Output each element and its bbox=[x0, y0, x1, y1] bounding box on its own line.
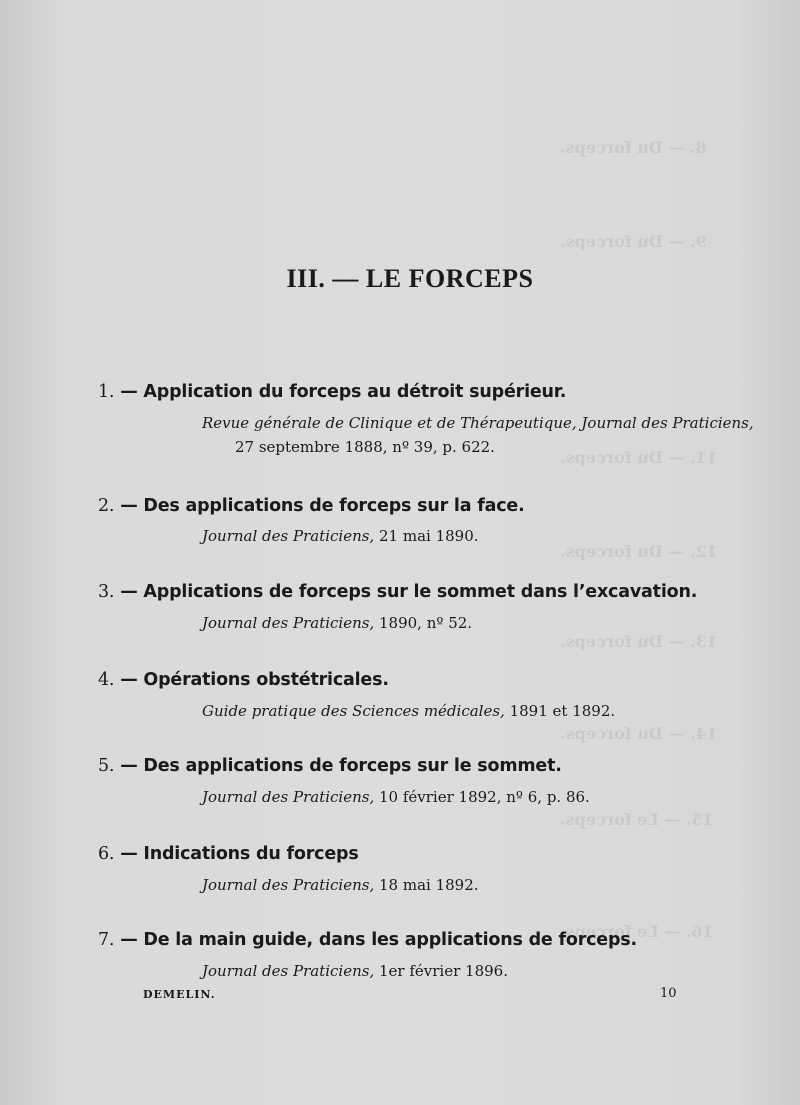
entry-number: 2. bbox=[98, 496, 115, 516]
entry-number: 5. bbox=[98, 756, 115, 776]
entry-number: 4. bbox=[98, 670, 115, 690]
reference-source: Journal des Praticiens, bbox=[202, 614, 375, 632]
entry-title-text: — Indications du forceps bbox=[120, 844, 359, 864]
entry-number: 6. bbox=[98, 844, 115, 864]
bleed-through-text: 13. — Du forceps. bbox=[560, 632, 718, 651]
entry-reference bbox=[202, 527, 479, 545]
entry-title-text: — De la main guide, dans les applications de forceps. bbox=[120, 930, 637, 950]
entry-number: 3. bbox=[98, 582, 115, 602]
reference-source: Guide pratique des Sciences médicales, bbox=[202, 702, 505, 720]
reference-details: 1890, nº 52. bbox=[374, 614, 473, 632]
footer-signature-mark: 10 bbox=[660, 986, 677, 1001]
entry-title-text: — Des applications de forceps sur le sommet. bbox=[120, 756, 562, 776]
reference-source: Journal des Praticiens, bbox=[202, 876, 375, 894]
entry-reference bbox=[202, 788, 590, 806]
reference-details: 1891 et 1892. bbox=[504, 702, 616, 720]
bleed-through-text: 9. — Du forceps. bbox=[560, 232, 707, 251]
entry-title-text: — Des applications de forceps sur la face. bbox=[120, 496, 525, 516]
bleed-through-text: 16. — Le forceps. bbox=[560, 922, 714, 941]
entry-reference bbox=[202, 614, 472, 632]
entry-reference bbox=[202, 702, 615, 720]
entry-title bbox=[98, 382, 566, 402]
reference-details: 21 mai 1890. bbox=[374, 527, 479, 545]
page-title: III. — LE FORCEPS bbox=[286, 264, 534, 293]
reference-details: 1er février 1896. bbox=[374, 962, 508, 980]
reference-details: 10 février 1892, nº 6, p. 86. bbox=[374, 788, 590, 806]
entry-reference bbox=[202, 414, 754, 432]
entry-title-text: — Opérations obstétricales. bbox=[120, 670, 389, 690]
bleed-through-text: 11. — Du forceps. bbox=[560, 448, 718, 467]
bleed-through-text: 12. — Du forceps. bbox=[560, 542, 718, 561]
entry-title bbox=[98, 844, 359, 864]
reference-source: Revue générale de Clinique et de Thérapeutique, Journal des Praticiens, bbox=[202, 414, 754, 432]
entry-title bbox=[98, 670, 389, 690]
footer-author: DEMELIN. bbox=[143, 988, 216, 1001]
entry-title bbox=[98, 496, 525, 516]
reference-source: Journal des Praticiens, bbox=[202, 788, 375, 806]
reference-source: Journal des Praticiens, bbox=[202, 527, 375, 545]
entry-number: 1. bbox=[98, 382, 115, 402]
entry-title-text: — Applications de forceps sur le sommet dans l’excavation. bbox=[120, 582, 698, 602]
entry-title-text: — Application du forceps au détroit supérieur. bbox=[120, 382, 567, 402]
entry-number: 7. bbox=[98, 930, 115, 950]
entry-title bbox=[98, 582, 697, 602]
reference-details: 18 mai 1892. bbox=[374, 876, 479, 894]
entry-title bbox=[98, 930, 637, 950]
entry-reference bbox=[202, 962, 508, 980]
entry-title bbox=[98, 756, 562, 776]
entry-reference-line2: 27 septembre 1888, nº 39, p. 622. bbox=[235, 438, 495, 456]
entry-reference bbox=[202, 876, 479, 894]
bleed-through-text: 8. — Du forceps. bbox=[560, 138, 707, 157]
reference-source: Journal des Praticiens, bbox=[202, 962, 375, 980]
bleed-through-text: 14. — Du forceps. bbox=[560, 724, 718, 743]
bleed-through-text: 15. — Le forceps. bbox=[560, 810, 714, 829]
